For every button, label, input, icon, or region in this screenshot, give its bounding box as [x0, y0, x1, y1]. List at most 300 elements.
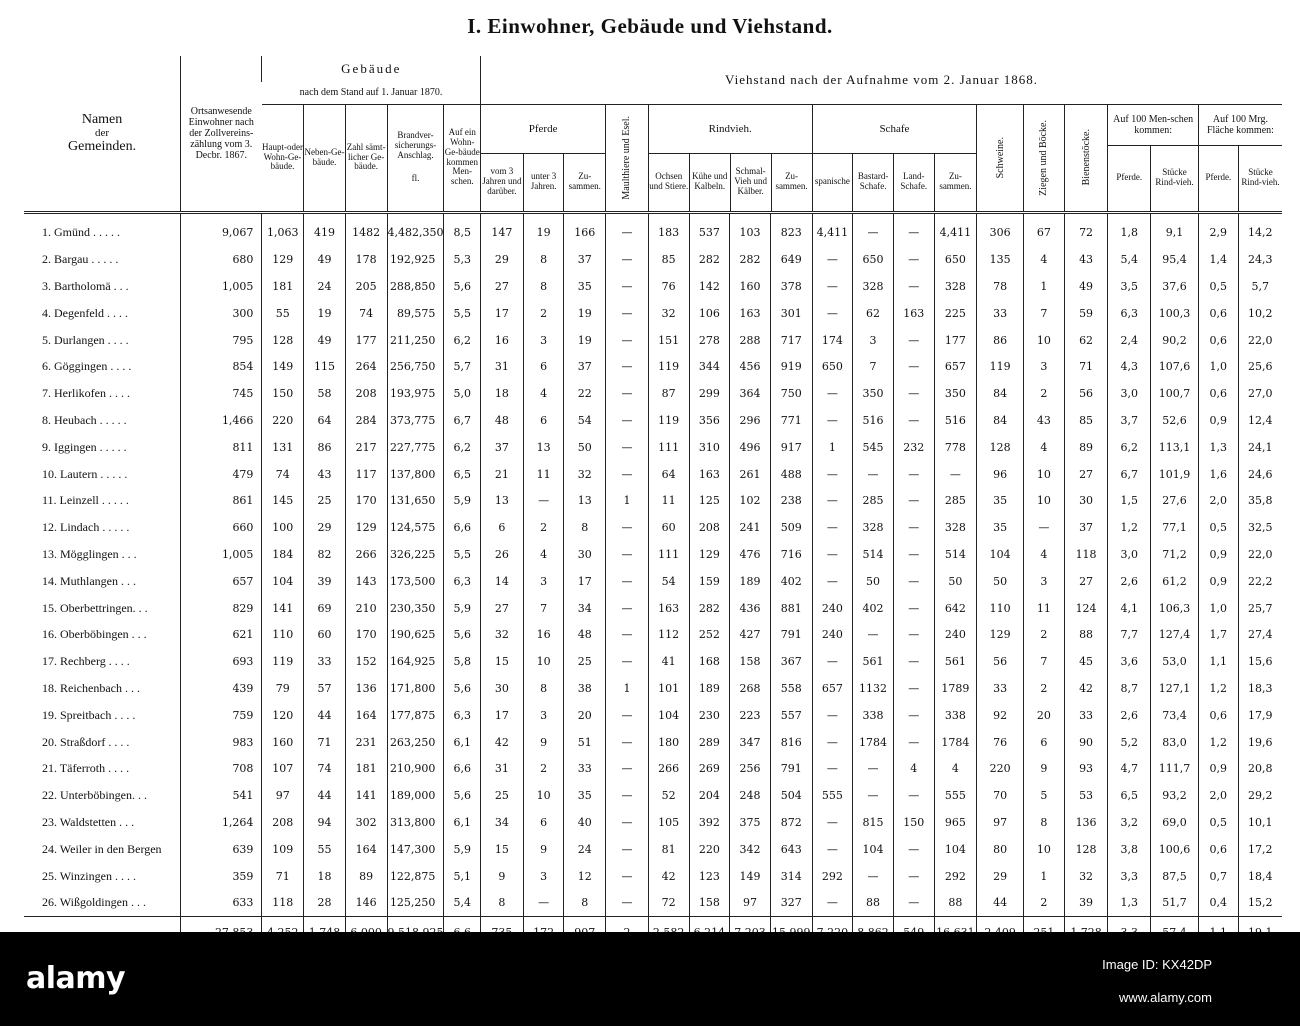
value-cell: 71,2: [1151, 541, 1199, 568]
value-cell: 217: [345, 434, 387, 461]
table-row: [24, 353, 1282, 380]
value-cell: 16: [523, 621, 564, 648]
value-cell: 3: [1024, 353, 1065, 380]
value-cell: 48: [564, 621, 606, 648]
value-cell: 37: [481, 434, 524, 461]
value-cell: 104: [262, 568, 304, 595]
value-cell: 64: [648, 461, 689, 488]
value-cell: 19: [564, 300, 606, 327]
value-cell: 5,0: [444, 380, 481, 407]
value-cell: 4: [1024, 434, 1065, 461]
value-cell: 87: [648, 380, 689, 407]
table-row: [24, 300, 1282, 327]
value-cell: 29: [304, 514, 346, 541]
value-cell: —: [812, 461, 853, 488]
site-url-label: www.alamy.com: [1119, 990, 1212, 1005]
value-cell: 5,9: [444, 595, 481, 622]
value-cell: 375: [730, 809, 771, 836]
value-cell: 300: [181, 300, 262, 327]
value-cell: 100,7: [1151, 380, 1199, 407]
value-cell: 28: [304, 889, 346, 916]
value-cell: 49: [304, 327, 346, 354]
value-cell: —: [606, 621, 649, 648]
value-cell: 42: [648, 863, 689, 890]
value-cell: —: [853, 755, 894, 782]
table-header: [24, 56, 1282, 212]
municipality-name-cell: 2. Bargau . . . . .: [42, 252, 119, 267]
value-cell: —: [853, 863, 894, 890]
value-cell: 8: [481, 889, 524, 916]
value-cell: 3,0: [1108, 380, 1151, 407]
value-cell: —: [606, 514, 649, 541]
value-cell: 4,1: [1108, 595, 1151, 622]
value-cell: 18,4: [1238, 863, 1282, 890]
value-cell: 5,9: [444, 487, 481, 514]
value-cell: 33: [564, 755, 606, 782]
municipality-name-cell: 14. Muthlangen . . .: [42, 573, 136, 588]
value-cell: 0,5: [1198, 514, 1238, 541]
value-cell: 919: [770, 353, 812, 380]
value-cell: 56: [1064, 380, 1108, 407]
value-cell: 89: [1064, 434, 1108, 461]
value-cell: 160: [262, 729, 304, 756]
value-cell: 85: [648, 246, 689, 273]
table-row: [24, 809, 1282, 836]
value-cell: 210: [345, 595, 387, 622]
value-cell: —: [893, 648, 934, 675]
value-cell: 3: [523, 327, 564, 354]
value-cell: 189: [730, 568, 771, 595]
value-cell: 326,225: [387, 541, 444, 568]
municipality-name-cell: 20. Straßdorf . . . .: [42, 734, 130, 749]
value-cell: 1,5: [1108, 487, 1151, 514]
value-cell: 100: [262, 514, 304, 541]
value-cell: 129: [345, 514, 387, 541]
value-cell: 238: [770, 487, 812, 514]
value-cell: 310: [689, 434, 730, 461]
value-cell: 25: [481, 782, 524, 809]
value-cell: 88: [1064, 621, 1108, 648]
value-cell: —: [893, 568, 934, 595]
value-cell: —: [606, 809, 649, 836]
value-cell: 42: [481, 729, 524, 756]
value-cell: 6: [523, 809, 564, 836]
value-cell: 285: [853, 487, 894, 514]
value-cell: 164,925: [387, 648, 444, 675]
pigs-header: Schweine.: [977, 104, 1024, 212]
value-cell: 823: [770, 212, 812, 246]
value-cell: 3,6: [1108, 648, 1151, 675]
table-row: [24, 648, 1282, 675]
value-cell: 4,7: [1108, 755, 1151, 782]
value-cell: —: [606, 568, 649, 595]
value-cell: 13: [523, 434, 564, 461]
value-cell: 3,7: [1108, 407, 1151, 434]
value-cell: 158: [689, 889, 730, 916]
value-cell: 104: [853, 836, 894, 863]
horses-header: Pferde vom 3 Jahren und darüber. unter 3 Jahren. Zu-sammen.: [481, 104, 606, 212]
value-cell: 476: [730, 541, 771, 568]
value-cell: 642: [934, 595, 977, 622]
value-cell: 288,850: [387, 273, 444, 300]
value-cell: 53,0: [1151, 648, 1199, 675]
value-cell: 514: [934, 541, 977, 568]
value-cell: 73,4: [1151, 702, 1199, 729]
persons-per-building-header: Auf ein Wohn-Ge-bäude kommen Men-schen.: [444, 104, 481, 212]
value-cell: 6,6: [444, 514, 481, 541]
value-cell: —: [1024, 514, 1065, 541]
value-cell: 105: [648, 809, 689, 836]
value-cell: 9: [1024, 755, 1065, 782]
municipality-name-cell: 18. Reichenbach . . .: [42, 680, 140, 695]
value-cell: 94: [304, 809, 346, 836]
value-cell: 143: [345, 568, 387, 595]
value-cell: 359: [181, 863, 262, 890]
table-row: [24, 595, 1282, 622]
value-cell: 19: [564, 327, 606, 354]
value-cell: 378: [770, 273, 812, 300]
value-cell: 38: [564, 675, 606, 702]
value-cell: 313,800: [387, 809, 444, 836]
value-cell: 178: [345, 246, 387, 273]
value-cell: 177: [934, 327, 977, 354]
value-cell: 12,4: [1238, 407, 1282, 434]
value-cell: 0,9: [1198, 407, 1238, 434]
value-cell: 181: [345, 755, 387, 782]
value-cell: 54: [648, 568, 689, 595]
value-cell: 109: [262, 836, 304, 863]
value-cell: 192,925: [387, 246, 444, 273]
value-cell: 708: [181, 755, 262, 782]
value-cell: 4: [523, 380, 564, 407]
value-cell: 561: [934, 648, 977, 675]
value-cell: —: [606, 755, 649, 782]
value-cell: 118: [1064, 541, 1108, 568]
value-cell: 537: [689, 212, 730, 246]
value-cell: 791: [770, 755, 812, 782]
value-cell: 72: [648, 889, 689, 916]
value-cell: —: [523, 487, 564, 514]
value-cell: 1,2: [1108, 514, 1151, 541]
value-cell: 84: [977, 407, 1024, 434]
value-cell: 19: [304, 300, 346, 327]
value-cell: 124: [1064, 595, 1108, 622]
value-cell: 55: [304, 836, 346, 863]
value-cell: 7: [853, 353, 894, 380]
value-cell: —: [812, 407, 853, 434]
value-cell: 6: [481, 514, 524, 541]
value-cell: —: [606, 863, 649, 890]
value-cell: 97: [977, 809, 1024, 836]
value-cell: 125,250: [387, 889, 444, 916]
value-cell: 2: [523, 300, 564, 327]
value-cell: —: [812, 889, 853, 916]
value-cell: 6,6: [444, 755, 481, 782]
value-cell: 3,2: [1108, 809, 1151, 836]
value-cell: 488: [770, 461, 812, 488]
value-cell: 115: [304, 353, 346, 380]
livestock-group-header: Viehstand nach der Aufnahme vom 2. Januar 1868.: [481, 56, 1282, 104]
value-cell: 15,2: [1238, 889, 1282, 916]
value-cell: 96: [977, 461, 1024, 488]
value-cell: —: [812, 809, 853, 836]
value-cell: 71: [1064, 353, 1108, 380]
value-cell: 22,2: [1238, 568, 1282, 595]
value-cell: 208: [345, 380, 387, 407]
value-cell: 8: [523, 246, 564, 273]
value-cell: 541: [181, 782, 262, 809]
value-cell: 2,0: [1198, 487, 1238, 514]
value-cell: 6,2: [444, 327, 481, 354]
value-cell: 5,6: [444, 273, 481, 300]
value-cell: 9: [523, 836, 564, 863]
value-cell: 32,5: [1238, 514, 1282, 541]
value-cell: 101: [648, 675, 689, 702]
value-cell: 43: [304, 461, 346, 488]
value-cell: 347: [730, 729, 771, 756]
value-cell: 872: [770, 809, 812, 836]
municipality-name-cell: 26. Wißgoldingen . . .: [42, 895, 146, 910]
value-cell: 0,5: [1198, 273, 1238, 300]
value-cell: 266: [345, 541, 387, 568]
value-cell: 6,3: [1108, 300, 1151, 327]
value-cell: 183: [648, 212, 689, 246]
value-cell: 24: [304, 273, 346, 300]
value-cell: 328: [934, 273, 977, 300]
value-cell: 76: [977, 729, 1024, 756]
value-cell: 8: [523, 273, 564, 300]
value-cell: 163: [689, 461, 730, 488]
value-cell: —: [812, 246, 853, 273]
value-cell: 127,1: [1151, 675, 1199, 702]
value-cell: 110: [262, 621, 304, 648]
value-cell: 301: [770, 300, 812, 327]
municipality-name-cell: 22. Unterböbingen. . .: [42, 788, 147, 803]
value-cell: 67: [1024, 212, 1065, 246]
municipality-name-cell: 12. Lindach . . . . .: [42, 520, 130, 535]
value-cell: 0,6: [1198, 327, 1238, 354]
value-cell: 356: [689, 407, 730, 434]
value-cell: —: [606, 889, 649, 916]
value-cell: 10,2: [1238, 300, 1282, 327]
value-cell: 2,9: [1198, 212, 1238, 246]
value-cell: —: [606, 729, 649, 756]
value-cell: 208: [262, 809, 304, 836]
value-cell: —: [812, 755, 853, 782]
value-cell: 208: [689, 514, 730, 541]
value-cell: 107,6: [1151, 353, 1199, 380]
value-cell: 4: [523, 541, 564, 568]
value-cell: 27,6: [1151, 487, 1199, 514]
value-cell: 983: [181, 729, 262, 756]
value-cell: 97: [730, 889, 771, 916]
value-cell: 1132: [853, 675, 894, 702]
value-cell: 35,8: [1238, 487, 1282, 514]
value-cell: 17,9: [1238, 702, 1282, 729]
value-cell: 264: [345, 353, 387, 380]
value-cell: 7,7: [1108, 621, 1151, 648]
value-cell: 43: [1064, 246, 1108, 273]
value-cell: 657: [934, 353, 977, 380]
value-cell: 11: [648, 487, 689, 514]
value-cell: 5,7: [1238, 273, 1282, 300]
value-cell: 269: [689, 755, 730, 782]
value-cell: 97: [262, 782, 304, 809]
value-cell: 2: [1024, 675, 1065, 702]
value-cell: 60: [304, 621, 346, 648]
table-row: [24, 327, 1282, 354]
value-cell: 231: [345, 729, 387, 756]
value-cell: 72: [1064, 212, 1108, 246]
value-cell: —: [893, 863, 934, 890]
value-cell: 557: [770, 702, 812, 729]
value-cell: 350: [934, 380, 977, 407]
value-cell: 338: [853, 702, 894, 729]
value-cell: 14: [481, 568, 524, 595]
value-cell: —: [893, 621, 934, 648]
value-cell: 19,6: [1238, 729, 1282, 756]
value-cell: 1482: [345, 212, 387, 246]
value-cell: 57: [304, 675, 346, 702]
value-cell: 364: [730, 380, 771, 407]
value-cell: 392: [689, 809, 730, 836]
value-cell: 1,6: [1198, 461, 1238, 488]
value-cell: —: [893, 595, 934, 622]
value-cell: 439: [181, 675, 262, 702]
value-cell: 256,750: [387, 353, 444, 380]
value-cell: 149: [262, 353, 304, 380]
value-cell: 147,300: [387, 836, 444, 863]
value-cell: 27: [1064, 568, 1108, 595]
side-buildings-header: Neben-Ge-bäude.: [304, 104, 346, 212]
value-cell: 1: [1024, 273, 1065, 300]
value-cell: 85: [1064, 407, 1108, 434]
value-cell: 5,5: [444, 541, 481, 568]
value-cell: 117: [345, 461, 387, 488]
value-cell: 89: [345, 863, 387, 890]
value-cell: 131,650: [387, 487, 444, 514]
value-cell: 61,2: [1151, 568, 1199, 595]
value-cell: 24,1: [1238, 434, 1282, 461]
value-cell: —: [853, 461, 894, 488]
value-cell: 854: [181, 353, 262, 380]
value-cell: 716: [770, 541, 812, 568]
value-cell: 163: [730, 300, 771, 327]
value-cell: —: [812, 541, 853, 568]
value-cell: 164: [345, 702, 387, 729]
value-cell: —: [606, 246, 649, 273]
value-cell: 1,0: [1198, 353, 1238, 380]
value-cell: 174: [812, 327, 853, 354]
value-cell: —: [812, 380, 853, 407]
table-row: [24, 755, 1282, 782]
value-cell: 76: [648, 273, 689, 300]
value-cell: 0,5: [1198, 809, 1238, 836]
value-cell: 24,3: [1238, 246, 1282, 273]
value-cell: 54: [564, 407, 606, 434]
value-cell: —: [606, 595, 649, 622]
value-cell: 4: [1024, 541, 1065, 568]
value-cell: 504: [770, 782, 812, 809]
value-cell: 2,6: [1108, 568, 1151, 595]
value-cell: 0,7: [1198, 863, 1238, 890]
value-cell: 8,5: [444, 212, 481, 246]
value-cell: 296: [730, 407, 771, 434]
value-cell: 344: [689, 353, 730, 380]
value-cell: —: [812, 300, 853, 327]
value-cell: 13: [564, 487, 606, 514]
statistics-table: [24, 56, 1282, 947]
value-cell: 15,6: [1238, 648, 1282, 675]
value-cell: 18: [304, 863, 346, 890]
value-cell: 159: [689, 568, 730, 595]
table-row: [24, 434, 1282, 461]
value-cell: 181: [262, 273, 304, 300]
value-cell: 22,0: [1238, 541, 1282, 568]
value-cell: 6,1: [444, 729, 481, 756]
names-column-header: Namen der Gemeinden.: [24, 56, 181, 212]
value-cell: 180: [648, 729, 689, 756]
value-cell: 55: [262, 300, 304, 327]
value-cell: 110: [977, 595, 1024, 622]
value-cell: 2: [1024, 380, 1065, 407]
value-cell: 35: [564, 782, 606, 809]
value-cell: 4,482,350: [387, 212, 444, 246]
value-cell: 60: [648, 514, 689, 541]
table-row: [24, 836, 1282, 863]
municipality-name-cell: 24. Weiler in den Bergen: [42, 841, 162, 856]
value-cell: 44: [977, 889, 1024, 916]
value-cell: 163: [893, 300, 934, 327]
value-cell: —: [893, 889, 934, 916]
value-cell: —: [812, 729, 853, 756]
value-cell: 79: [262, 675, 304, 702]
value-cell: 49: [304, 246, 346, 273]
value-cell: —: [893, 514, 934, 541]
value-cell: 302: [345, 809, 387, 836]
table-row: [24, 863, 1282, 890]
value-cell: 125: [689, 487, 730, 514]
value-cell: 69,0: [1151, 809, 1199, 836]
value-cell: 456: [730, 353, 771, 380]
value-cell: 128: [1064, 836, 1108, 863]
value-cell: 5,9: [444, 836, 481, 863]
value-cell: 101,9: [1151, 461, 1199, 488]
value-cell: 220: [977, 755, 1024, 782]
value-cell: 124,575: [387, 514, 444, 541]
value-cell: 829: [181, 595, 262, 622]
value-cell: 227,775: [387, 434, 444, 461]
value-cell: 33: [977, 300, 1024, 327]
table-row: [24, 568, 1282, 595]
value-cell: 24: [564, 836, 606, 863]
value-cell: 29,2: [1238, 782, 1282, 809]
value-cell: 32: [481, 621, 524, 648]
value-cell: 0,6: [1198, 702, 1238, 729]
value-cell: 509: [770, 514, 812, 541]
table-row: [24, 212, 1282, 246]
value-cell: 621: [181, 621, 262, 648]
table-row: [24, 273, 1282, 300]
value-cell: 230,350: [387, 595, 444, 622]
value-cell: 4: [893, 755, 934, 782]
value-cell: 29: [977, 863, 1024, 890]
value-cell: —: [606, 273, 649, 300]
value-cell: 4,411: [812, 212, 853, 246]
municipality-name-cell: 8. Heubach . . . . .: [42, 412, 127, 427]
value-cell: —: [893, 836, 934, 863]
page-title: I. Einwohner, Gebäude und Viehstand.: [467, 14, 833, 38]
